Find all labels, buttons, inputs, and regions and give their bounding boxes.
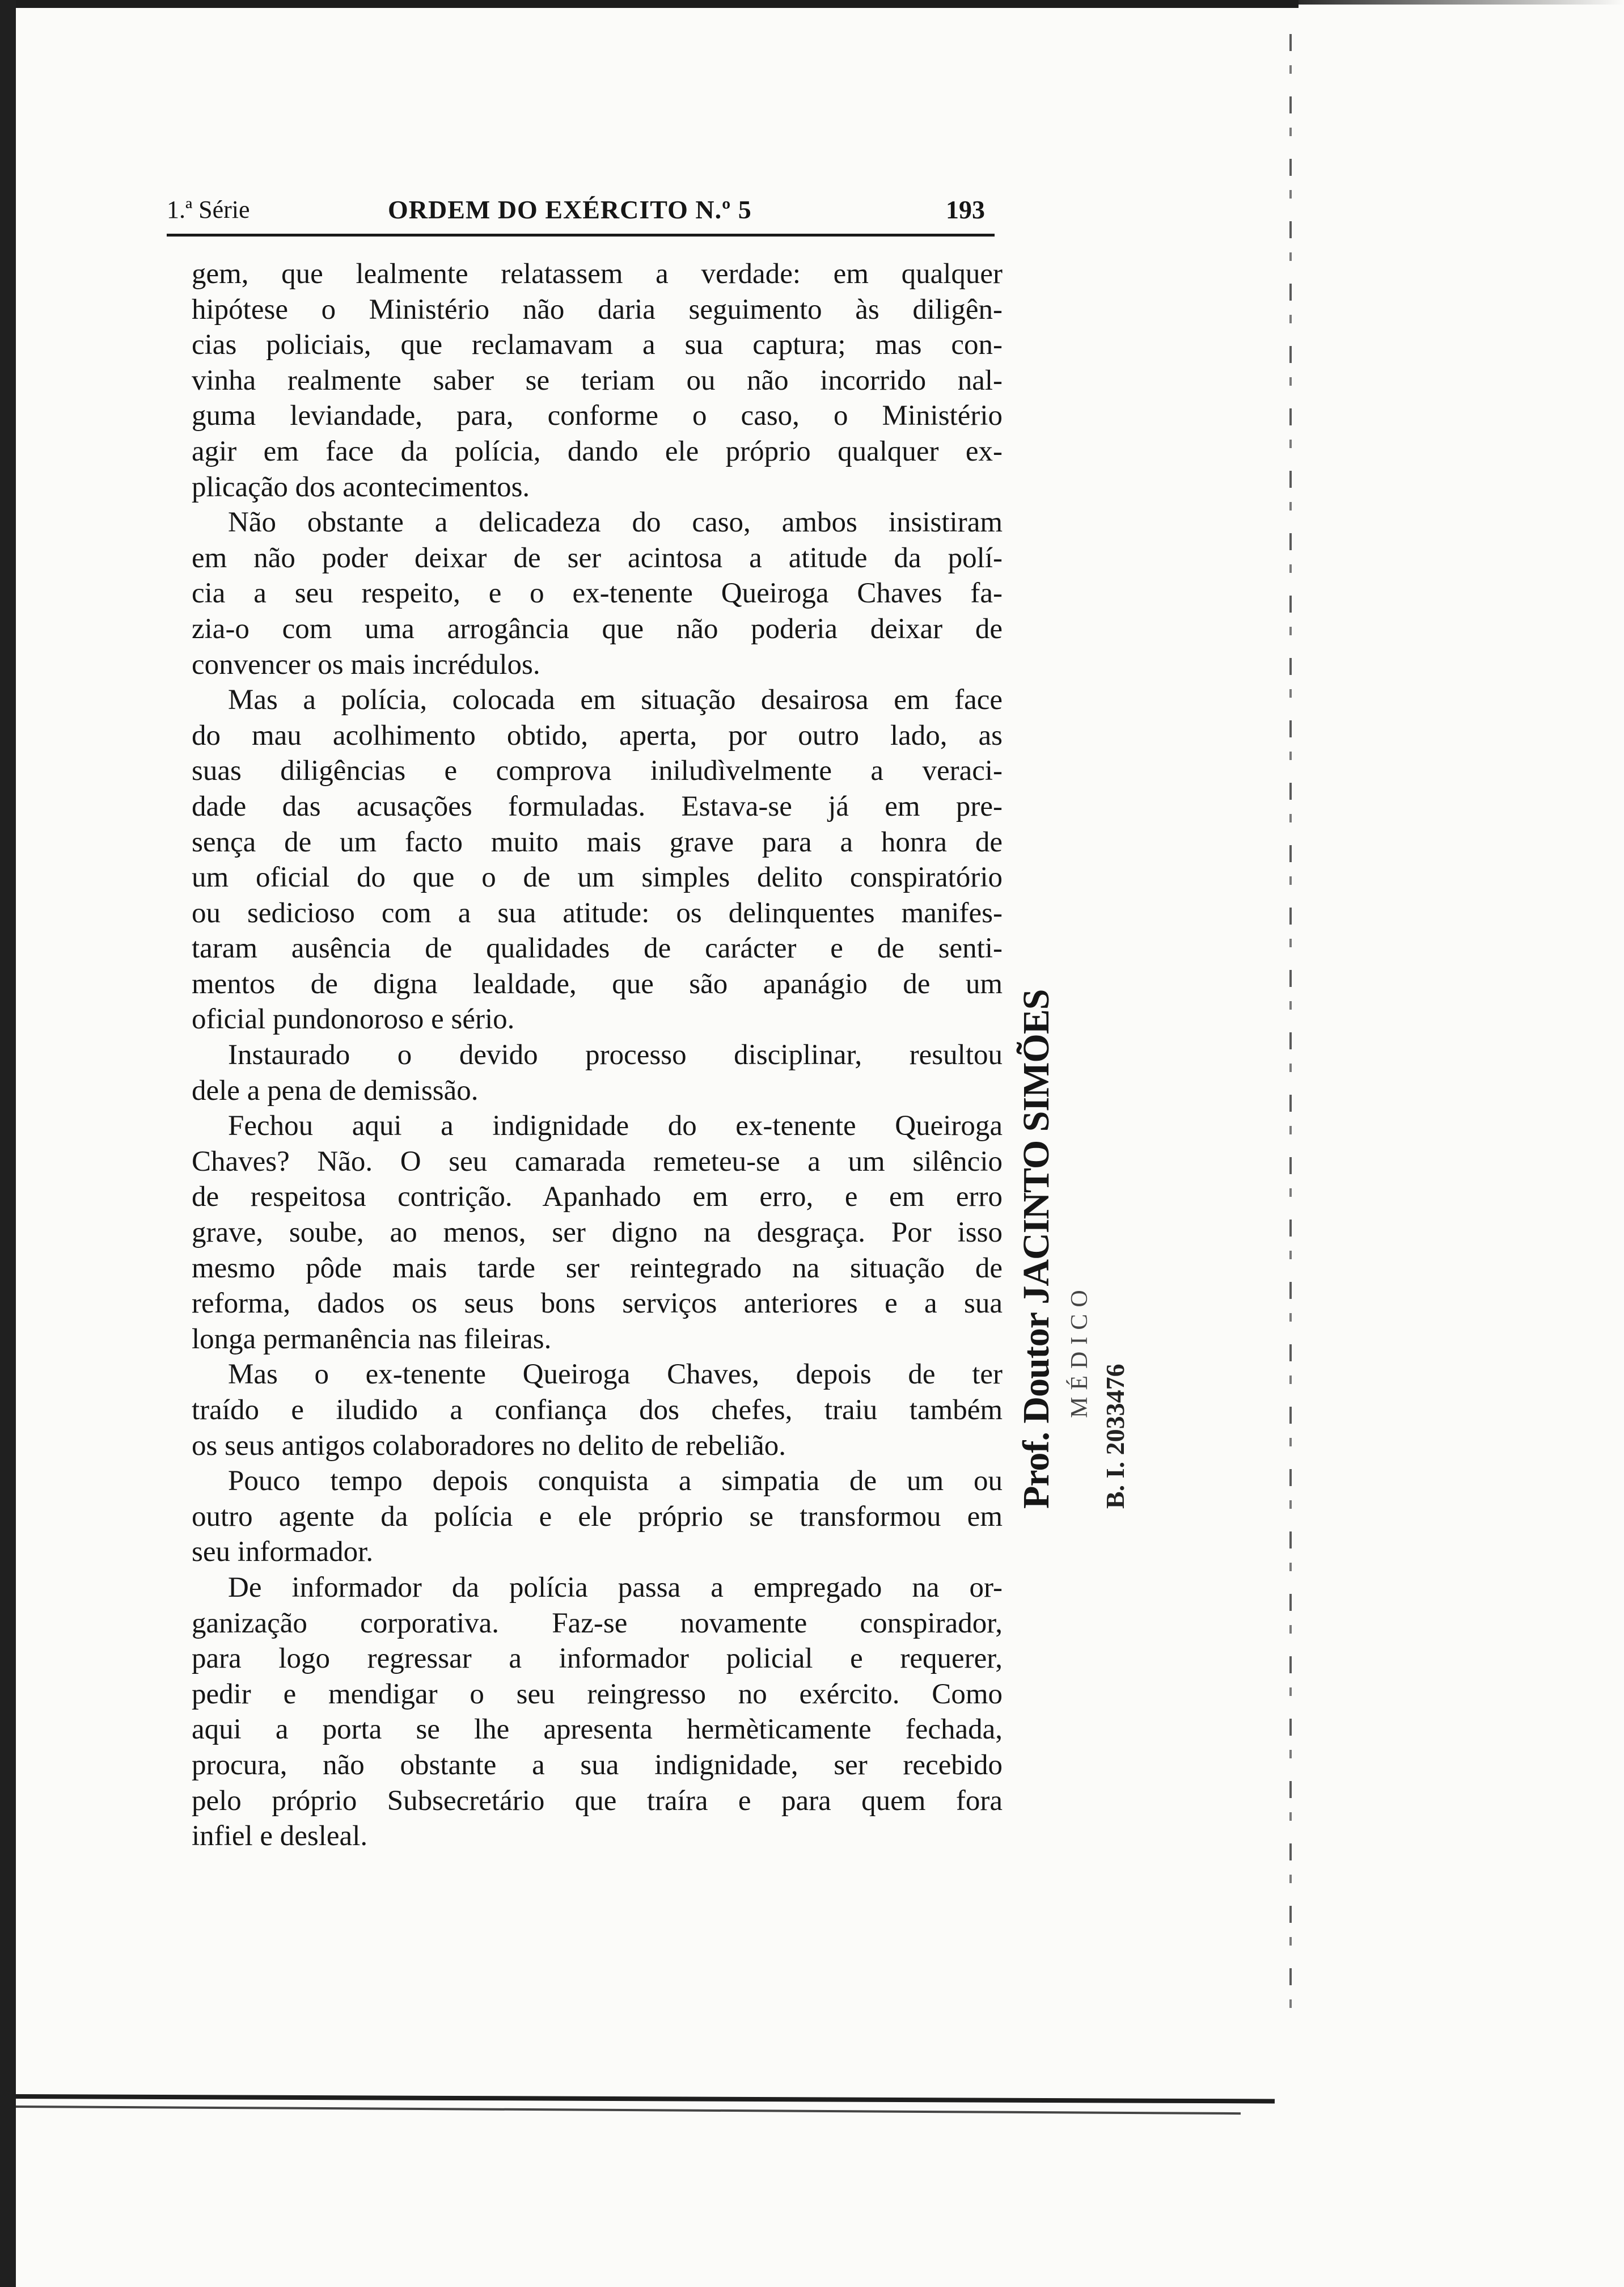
body-line: longa permanência nas fileiras. — [192, 1323, 552, 1355]
body-line: dade das acusações formuladas. Estava-se já em pre- — [192, 790, 1003, 822]
body-line: convencer os mais incrédulos. — [192, 648, 540, 681]
body-line: pelo próprio Subsecretário que traíra e para quem fora — [192, 1784, 1003, 1817]
page-number: 193 — [946, 195, 985, 224]
body-line: grave, soube, ao menos, ser digno na desgraça. Por isso — [192, 1217, 1003, 1249]
body-line: de respeitosa contrição. Apanhado em erro, e em erro — [192, 1181, 1003, 1213]
body-line: Mas o ex-tenente Queiroga Chaves, depois de ter — [228, 1358, 1003, 1391]
body-line: ou sedicioso com a sua atitude: os delinquentes manifes- — [192, 897, 1003, 929]
body-line: os seus antigos colaboradores no delito de rebelião. — [192, 1429, 786, 1462]
stamp-registration: B. I. 2033476 — [1101, 1364, 1130, 1509]
body-line: Não obstante a delicadeza do caso, ambos insistiram — [228, 507, 1003, 539]
body-line: cia a seu respeito, e o ex-tenente Queiroga Chaves fa- — [192, 577, 1003, 610]
body-line: infiel e desleal. — [192, 1820, 368, 1853]
body-line: vinha realmente saber se teriam ou não incorrido nal- — [192, 364, 1003, 396]
body-line: guma leviandade, para, conforme o caso, o Ministério — [192, 400, 1003, 432]
body-line: zia-o com uma arrogância que não poderia deixar de — [192, 613, 1003, 645]
body-line: cias policiais, que reclamavam a sua captura; mas con- — [192, 329, 1003, 361]
stamp-name: Prof. Doutor JACINTO SIMÕES — [1016, 989, 1057, 1509]
scan-edge-bottom-secondary — [16, 2105, 1241, 2115]
header-title: ORDEM DO EXÉRCITO N.º 5 — [388, 195, 752, 224]
body-line: mentos de digna lealdade, que são apanágio de um — [192, 968, 1003, 1000]
body-line: em não poder deixar de ser acintosa a atitude da polí- — [192, 542, 1003, 574]
body-line: Chaves? Não. O seu camarada remeteu-se a um silêncio — [192, 1145, 1003, 1178]
scan-edge-left — [0, 0, 16, 2287]
body-line: Instaurado o devido processo disciplinar, resultou — [228, 1039, 1003, 1071]
body-line: Mas a polícia, colocada em situação desairosa em face — [228, 684, 1003, 716]
page-header — [167, 192, 995, 231]
scan-edge-top-fade — [1299, 0, 1624, 5]
body-line: gem, que lealmente relatassem a verdade: em qualquer — [192, 258, 1003, 290]
body-line: Pouco tempo depois conquista a simpatia de um ou — [228, 1465, 1003, 1497]
scan-edge-top — [0, 0, 1299, 8]
body-line: plicação dos acontecimentos. — [192, 471, 530, 503]
body-line: aqui a porta se lhe apresenta hermèticamente fechada, — [192, 1714, 1003, 1746]
scan-edge-bottom — [16, 2094, 1275, 2104]
body-line: Fechou aqui a indignidade do ex-tenente Queiroga — [228, 1110, 1003, 1142]
body-line: De informador da polícia passa a empregado na or- — [228, 1571, 1003, 1604]
body-line: para logo regressar a informador policial e requerer, — [192, 1643, 1003, 1675]
body-line: suas diligências e comprova iniludìvelmente a veraci- — [192, 755, 1003, 787]
body-line: oficial pundonoroso e sério. — [192, 1003, 515, 1036]
body-line: ganização corporativa. Faz-se novamente conspirador, — [192, 1607, 1003, 1639]
body-line: um oficial do que o de um simples delito conspiratório — [192, 862, 1003, 894]
body-line: reforma, dados os seus bons serviços anteriores e a sua — [192, 1288, 1003, 1320]
body-line: procura, não obstante a sua indignidade, ser recebido — [192, 1749, 1003, 1781]
body-line: mesmo pôde mais tarde ser reintegrado na situação de — [192, 1252, 1003, 1284]
body-line: taram ausência de qualidades de carácter e de senti- — [192, 932, 1003, 965]
body-line: sença de um facto muito mais grave para a honra de — [192, 826, 1003, 858]
document-body — [192, 256, 1003, 1854]
body-line: pedir e mendigar o seu reingresso no exército. Como — [192, 1678, 1003, 1710]
scan-edge-right — [1289, 34, 1292, 2025]
body-line: traído e iludido a confiança dos chefes, traiu também — [192, 1394, 1003, 1426]
body-line: outro agente da polícia e ele próprio se transformou em — [192, 1500, 1003, 1533]
body-line: do mau acolhimento obtido, aperta, por outro lado, as — [192, 719, 1003, 752]
body-line: seu informador. — [192, 1536, 374, 1568]
stamp-role: MÉDICO — [1067, 1283, 1093, 1418]
body-line: dele a pena de demissão. — [192, 1074, 479, 1107]
header-series: 1.ª Série — [167, 196, 250, 223]
header-rule — [167, 234, 995, 237]
body-line: hipótese o Ministério não daria seguimento às diligên- — [192, 293, 1003, 326]
body-line: agir em face da polícia, dando ele próprio qualquer ex- — [192, 435, 1003, 467]
doctor-stamp — [1015, 989, 1151, 1514]
